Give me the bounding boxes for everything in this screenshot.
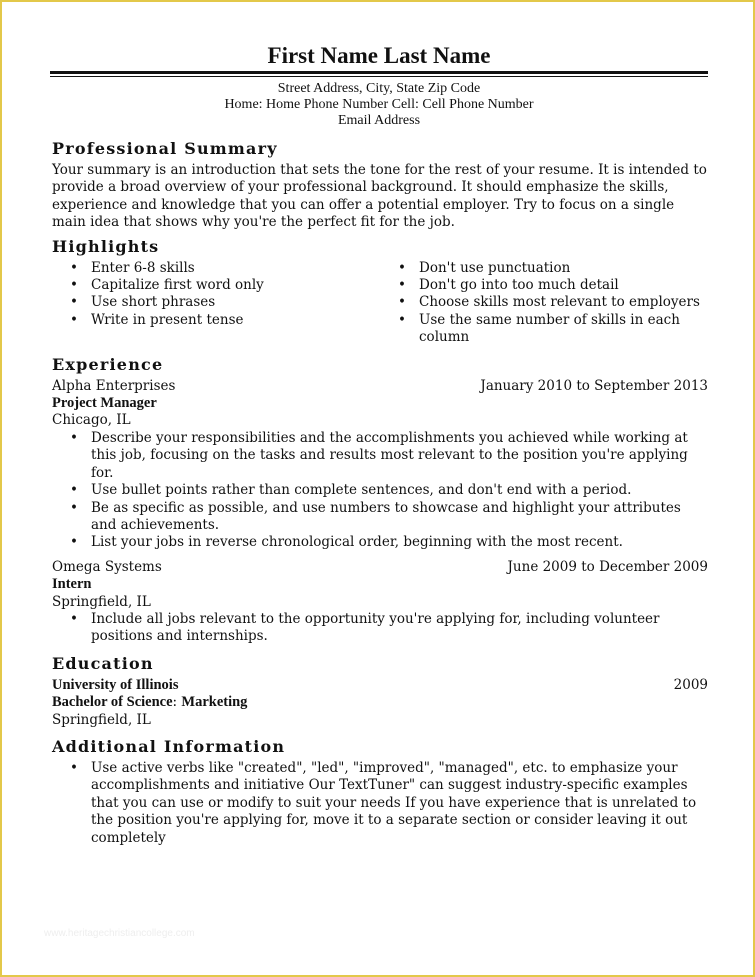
highlight-item: • Use the same number of skills in each column (380, 312, 708, 347)
highlight-item: • Enter 6-8 skills (52, 260, 380, 277)
job-title: Intern (52, 576, 92, 593)
job-bullet: • Use bullet points rather than complete sentences, and don't end with a period. (52, 482, 708, 499)
highlight-item: • Write in present tense (52, 312, 380, 329)
resume-body (52, 139, 708, 847)
section-title-additional: Additional Information (52, 736, 286, 756)
job-header-line (52, 378, 708, 395)
header-rule-thin (50, 76, 708, 77)
watermark-text: www.heritagechristiancollege.com (44, 928, 195, 939)
job-location: Springfield, IL (52, 593, 151, 610)
additional-section (52, 737, 708, 847)
additional-bullet: • Use active verbs like "created", "led", "improved", "managed", etc. to emphasize your accomplishments and initiative Our TextTuner" can suggest industry-specific examples that you can use or modify to suit your needs If you have experience that is unrelated to the position you're applying for, move it to a separate section or consider leaving it out completely (52, 760, 708, 847)
job-location: Chicago, IL (52, 412, 131, 429)
street-address: Street Address, City, State Zip Code (277, 81, 481, 96)
email-address: Email Address (337, 113, 421, 128)
degree-separator: : (172, 694, 182, 711)
degree-line (52, 694, 708, 711)
contact-block (50, 81, 708, 129)
phone-numbers: Home: Home Phone Number Cell: Cell Phone Number (224, 97, 534, 112)
job-bullet: • List your jobs in reverse chronological order, beginning with the most recent. (52, 534, 708, 551)
highlight-item: • Capitalize first word only (52, 277, 380, 294)
job-dates: January 2010 to September 2013 (480, 377, 708, 394)
graduation-year: 2009 (673, 676, 708, 693)
education-header-line (52, 677, 708, 694)
summary-section (52, 139, 708, 232)
highlight-item: • Choose skills most relevant to employers (380, 294, 708, 311)
section-title-summary: Professional Summary (52, 139, 278, 158)
header-rule-thick (50, 71, 708, 74)
highlights-left-column (52, 260, 380, 347)
candidate-name: First Name Last Name (267, 43, 491, 68)
company-name: Omega Systems (52, 558, 162, 575)
section-title-highlights: Highlights (52, 236, 160, 256)
education-section (52, 654, 708, 729)
job-header-line (52, 559, 708, 576)
highlights-section (52, 237, 708, 347)
job-bullets (52, 611, 708, 646)
job-entry (52, 559, 708, 646)
resume-header (50, 42, 708, 129)
highlight-item: • Use short phrases (52, 294, 380, 311)
job-title: Project Manager (52, 395, 157, 412)
job-bullet: • Be as specific as possible, and use numbers to showcase and highlight your attributes and achievements. (52, 500, 708, 535)
summary-text: Your summary is an introduction that sets the tone for the rest of your resume. It is intended to provide a broad overview of your professional background. It should emphasize the skills, experience and knowledge that you can offer a potential employer. Try to focus on a single main idea that shows why you're the perfect fit for the job. (52, 162, 707, 231)
degree-label: Bachelor of Science (52, 694, 173, 711)
highlight-item: • Don't go into too much detail (380, 277, 708, 294)
job-entry (52, 378, 708, 552)
job-bullet: • Include all jobs relevant to the opportunity you're applying for, including volunteer positions and internships. (52, 611, 708, 646)
additional-bullets (52, 760, 708, 847)
section-title-experience: Experience (52, 354, 164, 374)
degree-major: Marketing (181, 694, 248, 711)
job-dates: June 2009 to December 2009 (507, 558, 708, 575)
highlights-right-column (380, 260, 708, 347)
job-bullet: • Describe your responsibilities and the accomplishments you achieved while working at this job, focusing on the tasks and results most relevant to the position you're applying for. (52, 430, 708, 482)
experience-section (52, 355, 708, 646)
school-name: University of Illinois (52, 676, 179, 693)
section-title-education: Education (52, 653, 154, 673)
company-name: Alpha Enterprises (52, 377, 176, 394)
highlights-columns (52, 260, 708, 347)
school-location: Springfield, IL (52, 711, 151, 728)
job-bullets (52, 430, 708, 552)
highlight-item: • Don't use punctuation (380, 260, 708, 277)
